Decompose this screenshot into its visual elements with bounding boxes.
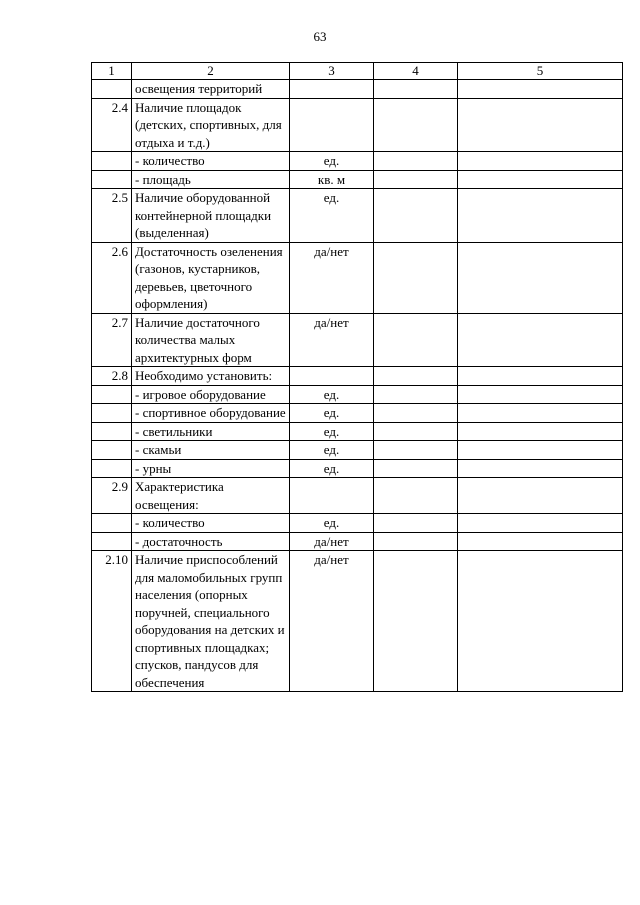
item-number-cell xyxy=(92,152,132,171)
unit-cell: ед. xyxy=(290,441,374,460)
unit-cell: ед. xyxy=(290,514,374,533)
table-row xyxy=(92,367,623,386)
item-number-cell xyxy=(92,404,132,423)
value-cell-4 xyxy=(374,313,458,367)
unit-cell: ед. xyxy=(290,189,374,243)
table-row xyxy=(92,441,623,460)
item-number-cell xyxy=(92,532,132,551)
unit-cell: ед. xyxy=(290,404,374,423)
page-number: 63 xyxy=(313,29,327,44)
table-row xyxy=(92,478,623,514)
value-cell-4 xyxy=(374,152,458,171)
item-name-cell: Наличие оборудованной контейнерной площадки (выделенная) xyxy=(132,189,290,243)
value-cell-5 xyxy=(458,242,623,313)
header-cell-2: 2 xyxy=(132,63,290,80)
unit-cell: кв. м xyxy=(290,170,374,189)
unit-cell: да/нет xyxy=(290,242,374,313)
item-number-cell xyxy=(92,514,132,533)
table-row xyxy=(92,385,623,404)
item-name-cell: Характеристика освещения: xyxy=(132,478,290,514)
item-number-cell: 2.6 xyxy=(92,242,132,313)
value-cell-4 xyxy=(374,514,458,533)
header-cell-1: 1 xyxy=(92,63,132,80)
value-cell-4 xyxy=(374,80,458,99)
value-cell-5 xyxy=(458,478,623,514)
value-cell-5 xyxy=(458,422,623,441)
item-number-cell xyxy=(92,422,132,441)
value-cell-5 xyxy=(458,459,623,478)
item-name-cell: - урны xyxy=(132,459,290,478)
table-row xyxy=(92,189,623,243)
unit-cell: ед. xyxy=(290,152,374,171)
table-row xyxy=(92,170,623,189)
item-number-cell: 2.4 xyxy=(92,98,132,152)
value-cell-5 xyxy=(458,551,623,692)
table-row xyxy=(92,313,623,367)
value-cell-4 xyxy=(374,189,458,243)
value-cell-4 xyxy=(374,441,458,460)
unit-cell: да/нет xyxy=(290,313,374,367)
table-header-row xyxy=(92,63,623,80)
item-number-cell: 2.9 xyxy=(92,478,132,514)
item-number-cell xyxy=(92,459,132,478)
table-row xyxy=(92,551,623,692)
table-row xyxy=(92,152,623,171)
unit-cell: да/нет xyxy=(290,551,374,692)
table-row xyxy=(92,404,623,423)
item-name-cell: Наличие площадок (детских, спортивных, для отдыха и т.д.) xyxy=(132,98,290,152)
value-cell-4 xyxy=(374,551,458,692)
assessment-table xyxy=(91,62,623,692)
item-name-cell: - количество xyxy=(132,514,290,533)
unit-cell xyxy=(290,98,374,152)
item-name-cell: Необходимо установить: xyxy=(132,367,290,386)
item-number-cell: 2.8 xyxy=(92,367,132,386)
unit-cell xyxy=(290,80,374,99)
value-cell-4 xyxy=(374,422,458,441)
item-number-cell: 2.10 xyxy=(92,551,132,692)
table-row xyxy=(92,459,623,478)
unit-cell: ед. xyxy=(290,385,374,404)
table-row xyxy=(92,422,623,441)
item-number-cell: 2.7 xyxy=(92,313,132,367)
value-cell-5 xyxy=(458,441,623,460)
item-name-cell: - спортивное оборудование xyxy=(132,404,290,423)
value-cell-5 xyxy=(458,98,623,152)
table-row xyxy=(92,98,623,152)
item-name-cell: - площадь xyxy=(132,170,290,189)
unit-cell xyxy=(290,367,374,386)
value-cell-4 xyxy=(374,98,458,152)
unit-cell: ед. xyxy=(290,459,374,478)
item-number-cell xyxy=(92,441,132,460)
value-cell-4 xyxy=(374,242,458,313)
value-cell-4 xyxy=(374,385,458,404)
value-cell-4 xyxy=(374,404,458,423)
header-cell-4: 4 xyxy=(374,63,458,80)
value-cell-4 xyxy=(374,170,458,189)
value-cell-4 xyxy=(374,367,458,386)
unit-cell xyxy=(290,478,374,514)
item-number-cell xyxy=(92,80,132,99)
value-cell-4 xyxy=(374,478,458,514)
value-cell-5 xyxy=(458,189,623,243)
value-cell-4 xyxy=(374,459,458,478)
unit-cell: да/нет xyxy=(290,532,374,551)
item-name-cell: - светильники xyxy=(132,422,290,441)
item-number-cell xyxy=(92,170,132,189)
value-cell-5 xyxy=(458,532,623,551)
value-cell-5 xyxy=(458,80,623,99)
table-row xyxy=(92,80,623,99)
item-name-cell: - достаточность xyxy=(132,532,290,551)
item-name-cell: Достаточность озеленения (газонов, кустарников, деревьев, цветочного оформления) xyxy=(132,242,290,313)
value-cell-5 xyxy=(458,367,623,386)
item-number-cell xyxy=(92,385,132,404)
value-cell-5 xyxy=(458,313,623,367)
header-cell-3: 3 xyxy=(290,63,374,80)
value-cell-4 xyxy=(374,532,458,551)
value-cell-5 xyxy=(458,385,623,404)
value-cell-5 xyxy=(458,404,623,423)
table-row xyxy=(92,514,623,533)
value-cell-5 xyxy=(458,152,623,171)
item-name-cell: - скамьи xyxy=(132,441,290,460)
value-cell-5 xyxy=(458,514,623,533)
value-cell-5 xyxy=(458,170,623,189)
item-name-cell: Наличие достаточного количества малых архитектурных форм xyxy=(132,313,290,367)
item-number-cell: 2.5 xyxy=(92,189,132,243)
item-name-cell: Наличие приспособлений для маломобильных групп населения (опорных поручней, специального оборудования на детских и спортивных площадках; спусков, пандусов для обеспечения xyxy=(132,551,290,692)
header-cell-5: 5 xyxy=(458,63,623,80)
item-name-cell: освещения территорий xyxy=(132,80,290,99)
unit-cell: ед. xyxy=(290,422,374,441)
item-name-cell: - игровое оборудование xyxy=(132,385,290,404)
table-row xyxy=(92,242,623,313)
table-row xyxy=(92,532,623,551)
item-name-cell: - количество xyxy=(132,152,290,171)
